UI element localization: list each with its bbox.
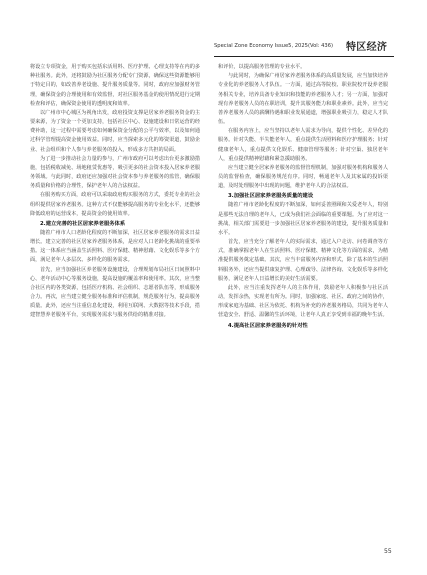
header-rule: [214, 56, 394, 57]
journal-issue-info: Special Zone Economy Issue5, 2025(Vol: 436): [214, 43, 334, 49]
body-paragraph: 应当建立健全居家养老服务的监督管理机制，加强对服务机构和服务人员的监督检查，确保服务规范有序。同时，畅通老年人及其家属的投诉渠道，及时处理服务中出现的问题，维护老年人的合法权益。: [218, 164, 388, 190]
body-paragraph: 以广州市中心城区为视角出发，政府投资支撑是居家养老服务资金的主要来源，为了资金一个更加支持，包括社区中心、设施建设和日常运营的经费补助，这一过程中需要考虑如何确保资金分配的公平与效率，以及如何通过科学管理提高资金使用效益。同时，应当探索多元化的筹资渠道，鼓励企业、社会组织和个人参与养老服务的投入，形成多方共担的局面。: [30, 109, 200, 153]
body-paragraph: 将设立专项资金，用于购买包括东活用料、医疗护理、心理支持等在内的多种社服务。此外，还将鼓励为社区服务分配专门资源，确保这些资源能够用于特定目的，如改善养老设施、提升服务质量等。同时，政府应加强财务管理，确保资金的合理使用和有效监督，对社区服务基金的使用情况进行定期检查和评估，确保资金使用的透明度和效率。: [30, 64, 200, 107]
page-header: [214, 40, 394, 54]
body-paragraph: 随着广州市老龄化程度的不断加深，如何妥善照顾和关爱老年人，特别是那些无法自理的老年人，已成为我们社会面临的重要课题。为了应对这一挑战，相关部门需要进一步加强社区居家养老服务的建设，提升服务质量和水平。: [218, 202, 388, 236]
section-heading: 4.提高社区居家养老服务的针对性: [228, 322, 308, 329]
body-paragraph: 首先，应当加强社区养老服务设施建设，合理规划布局社区日间照料中心、老年活动中心等服务设施，提高设施的覆盖率和使用率。其次，应当整合社区内的各类资源，包括医疗机构、社会组织、志愿者队伍等，形成服务合力。再次，应当建立健全服务标准和评估机制，规范服务行为，提高服务质量。此外，还应当注重信息化建设，利用互联网、大数据等技术手段，搭建智慧养老服务平台，实现服务需求与服务供给的精准对接。: [30, 266, 200, 319]
left-column: [30, 63, 200, 321]
journal-logo: 特区经济: [346, 42, 388, 53]
body-paragraph: 在服务内容上，应当坚持以老年人需求为导向，提供个性化、差异化的服务。针对失能、半失能老年人，重点提供生活照料和医疗护理服务；针对健康老年人，重点提供文化娱乐、健康管理等服务；针对空巢、独居老年人，重点提供精神慰藉和紧急援助服务。: [218, 128, 388, 162]
body-paragraph: 在服务购买方面，政府可以采取政府购买服务的方式，委托专业的社会组织提供居家养老服务。这种方式不仅能够提高服务的专业化水平，还能够降低政府的运营成本，提高资金的使用效率。: [30, 192, 200, 217]
body-paragraph: 为了进一步推动社会力量的参与，广州市政府可以考虑出台更多激励措施，包括税收减免、场地租赁优惠等，吸引更多的社会资本投入居家养老服务领域。与此同时，政府还应加强对社会资本参与养老服务的监管，确保服务质量和价格的合理性，保护老年人的合法权益。: [30, 155, 200, 190]
right-column: [218, 63, 388, 331]
body-paragraph: 和评价，以提高服务管理的专业水平。: [218, 64, 306, 70]
body-paragraph: 与此同时，为确保广州居家养老服务体系的高质量发展，应当加快培养专业化的养老服务人才队伍。一方面，通过高等院校、职业院校开设养老服务相关专业，培养具备专业知识和技能的养老服务人才；另一方面，加强对现有养老服务人员的在职培训，提升其服务能力和职业素养。此外，应当完善养老服务人员的薪酬待遇和职业发展通道，增强职业吸引力，稳定人才队伍。: [218, 73, 388, 126]
body-paragraph: 随着广州市人口老龄化程度的不断加深，社区居家养老服务的需求日益增长。建立完善的社区居家养老服务体系，是应对人口老龄化挑战的重要举措。这一体系应当涵盖生活照料、医疗保健、精神慰藉、文化娱乐等多个方面，满足老年人多层次、多样化的服务需求。: [30, 229, 200, 264]
body-paragraph: 此外，应当注重发挥老年人的主体作用，鼓励老年人积极参与社区活动，发挥余热，实现老有所为。同时，加强家庭、社区、政府之间的协作，形成家庭为基础、社区为依托、机构为补充的养老服务格局，共同为老年人营造安全、舒适、温馨的生活环境，让老年人真正享受到幸福的晚年生活。: [218, 284, 388, 319]
body-paragraph: 首先，应当充分了解老年人的实际需求，通过入户走访、问卷调查等方式，准确掌握老年人在生活照料、医疗保健、精神文化等方面的需求，为精准提供服务奠定基础。其次，应当丰富服务内容和形式，除了基本的生活照料服务外，还应当提供康复护理、心理疏导、法律咨询、文化娱乐等多样化服务，满足老年人日益增长的美好生活需要。: [218, 239, 388, 282]
section-heading: 3.加强社区居家养老服务质量的建设: [228, 193, 314, 200]
section-heading: 2.建立完善的社区居家养老服务体系: [40, 220, 126, 227]
page-number: 55: [384, 548, 392, 555]
